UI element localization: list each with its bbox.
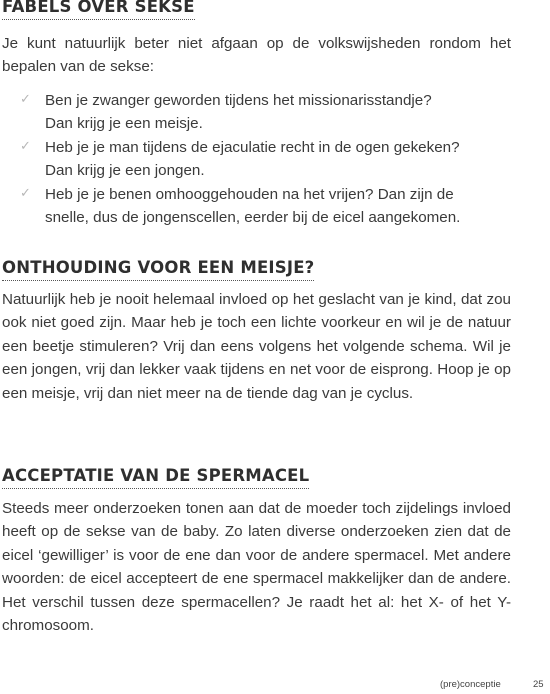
heading-underline [2,19,195,20]
checkmark-icon: ✓ [20,91,31,106]
checkmark-icon: ✓ [20,184,31,200]
list-item [0,183,500,230]
checkmark-icon: ✓ [20,137,31,153]
heading-underline [2,280,314,281]
heading-underline [2,488,309,489]
running-footer-chapter: (pre)conceptie [440,679,501,690]
list-item-line: Dan krijg je een jongen. [45,162,205,180]
list-item-line: snelle, dus de jongenscellen, eerder bij de eicel aangekomen. [45,209,461,227]
myth-list [0,89,500,229]
heading-text: FABELS OVER SEKSE [2,0,195,16]
section-heading-onthouding [2,258,314,281]
list-item-line: Heb je je benen omhooggehouden na het vrijen? Dan zijn de [45,185,454,203]
heading-text: ONTHOUDING VOOR EEN MEISJE? [2,258,315,277]
heading-text: ACCEPTATIE VAN DE SPERMACEL [2,466,310,485]
list-item-line: Dan krijg je een meisje. [45,115,203,133]
list-item [0,89,500,136]
section-heading-fabels [2,0,195,20]
section-heading-acceptatie [2,466,309,489]
list-item [0,136,500,183]
list-item-line: Heb je je man tijdens de ejaculatie recht in de ogen gekeken? [45,138,460,156]
intro-paragraph: Je kunt natuurlijk beter niet afgaan op de volkswijsheden rondom het bepalen van de sekse: [2,35,511,76]
list-item-line: Ben je zwanger geworden tijdens het missionarisstandje? [45,92,432,109]
onthouding-paragraph: Natuurlijk heb je nooit helemaal invloed op het geslacht van je kind, dat zou ook niet goed zijn. Maar heb je toch een lichte voorkeur en wil je de natuur een beetje stimuleren? Vrij dan eens volgens het volgende schema. Wil je een jongen, vrij dan lekker vaak tijdens en net voor de eisprong. Hoop je op een meisje, vrij dan niet meer na de tiende dag van je cyclus. [2,291,511,402]
page-number: 25 [533,679,544,690]
acceptatie-paragraph: Steeds meer onderzoeken tonen aan dat de moeder toch zijdelings invloed heeft op de sekse van de baby. Zo laten diverse onderzoeken zien dat de eicel ‘gewilliger’ is voor de ene dan voor de andere spermacel. Met andere woorden: de eicel accepteert de ene spermacel makkelijker dan de andere. Het verschil tussen deze spermacellen? Je raadt het al: het X- of het Y-chromosoom. [2,500,511,635]
